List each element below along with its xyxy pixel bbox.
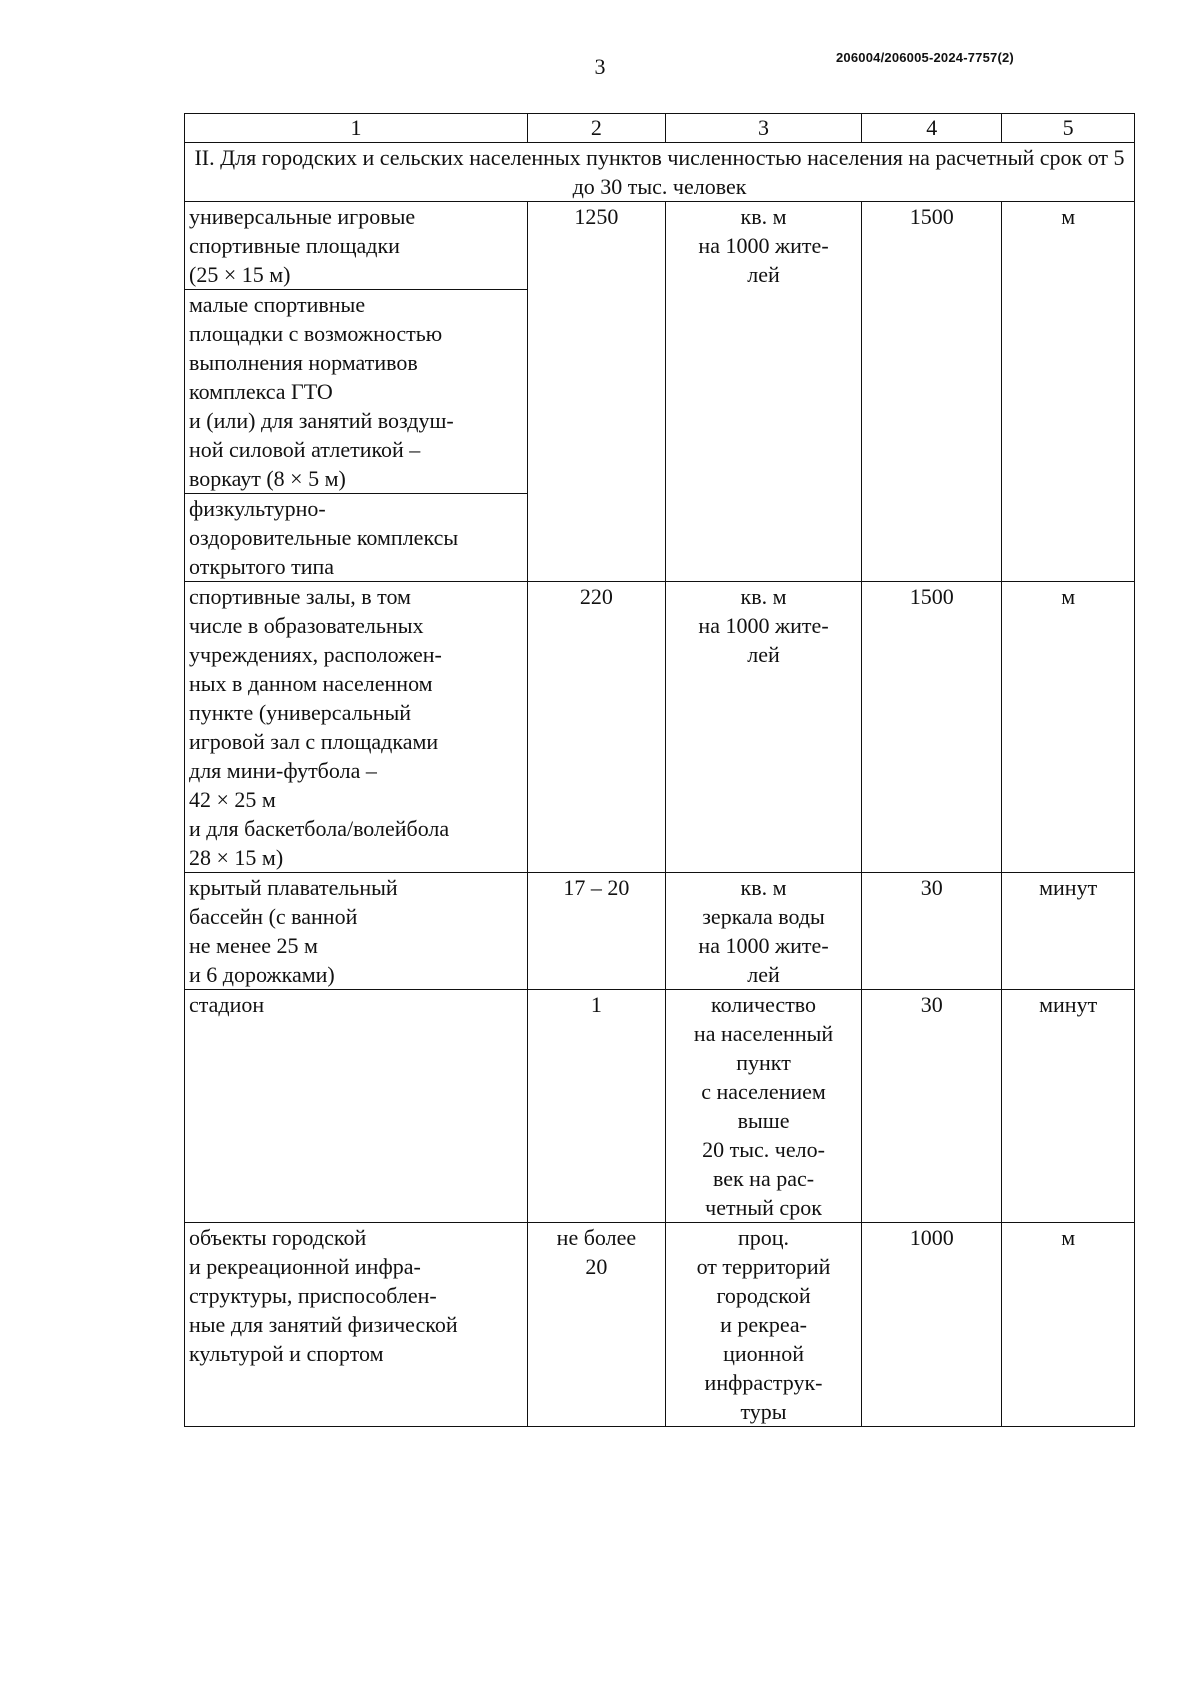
norm-unit: кв. м на 1000 жите- лей	[665, 582, 861, 873]
accessibility-value: 1500	[862, 202, 1002, 582]
facility-name: спортивные залы, в том числе в образовательных учреждениях, расположен- ных в данном населенном пункте (универсальный игровой зал с площадками для мини-футбола – 42 × 25 м и для баскетбола/волейбола 28 × 15 м)	[185, 582, 528, 873]
facility-name: стадион	[185, 990, 528, 1223]
norm-unit: проц. от территорий городской и рекреа- ционной инфраструк- туры	[665, 1223, 861, 1427]
facility-name: крытый плавательный бассейн (с ванной не менее 25 м и 6 дорожками)	[185, 873, 528, 990]
column-number-row	[185, 114, 1135, 143]
document-code: 206004/206005-2024-7757(2)	[836, 50, 1014, 65]
accessibility-value: 1500	[862, 582, 1002, 873]
table-row	[185, 990, 1135, 1223]
facility-name: объекты городской и рекреационной инфра- структуры, приспособлен- ные для занятий физической культурой и спортом	[185, 1223, 528, 1427]
norm-value: 220	[527, 582, 665, 873]
section-title: II. Для городских и сельских населенных пунктов численностью населения на расчетный срок от 5 до 30 тыс. человек	[185, 143, 1135, 202]
norm-unit: количество на населенный пункт с населением выше 20 тыс. чело- век на рас- четный срок	[665, 990, 861, 1223]
accessibility-value: 30	[862, 873, 1002, 990]
norm-value: 1250	[527, 202, 665, 582]
norm-unit: кв. м зеркала воды на 1000 жите- лей	[665, 873, 861, 990]
norm-value: не более 20	[527, 1223, 665, 1427]
table-row	[185, 582, 1135, 873]
column-header-2: 2	[527, 114, 665, 143]
facility-name: физкультурно- оздоровительные комплексы открытого типа	[185, 494, 528, 582]
facility-name: универсальные игровые спортивные площадки (25 × 15 м)	[185, 202, 528, 290]
table-row	[185, 1223, 1135, 1427]
column-header-1: 1	[185, 114, 528, 143]
page-number: 3	[594, 54, 606, 79]
table-row	[185, 873, 1135, 990]
column-header-3: 3	[665, 114, 861, 143]
table-row	[185, 202, 1135, 290]
accessibility-unit: м	[1002, 582, 1135, 873]
accessibility-unit: м	[1002, 1223, 1135, 1427]
accessibility-unit: минут	[1002, 990, 1135, 1223]
accessibility-unit: м	[1002, 202, 1135, 582]
accessibility-value: 1000	[862, 1223, 1002, 1427]
section-row	[185, 143, 1135, 202]
norm-unit: кв. м на 1000 жите- лей	[665, 202, 861, 582]
facility-name: малые спортивные площадки с возможностью выполнения нормативов комплекса ГТО и (или) для занятий воздуш- ной силовой атлетикой – воркаут (8 × 5 м)	[185, 290, 528, 494]
norms-table	[184, 113, 1135, 1427]
column-header-5: 5	[1002, 114, 1135, 143]
norm-value: 1	[527, 990, 665, 1223]
accessibility-unit: минут	[1002, 873, 1135, 990]
column-header-4: 4	[862, 114, 1002, 143]
accessibility-value: 30	[862, 990, 1002, 1223]
norm-value: 17 – 20	[527, 873, 665, 990]
